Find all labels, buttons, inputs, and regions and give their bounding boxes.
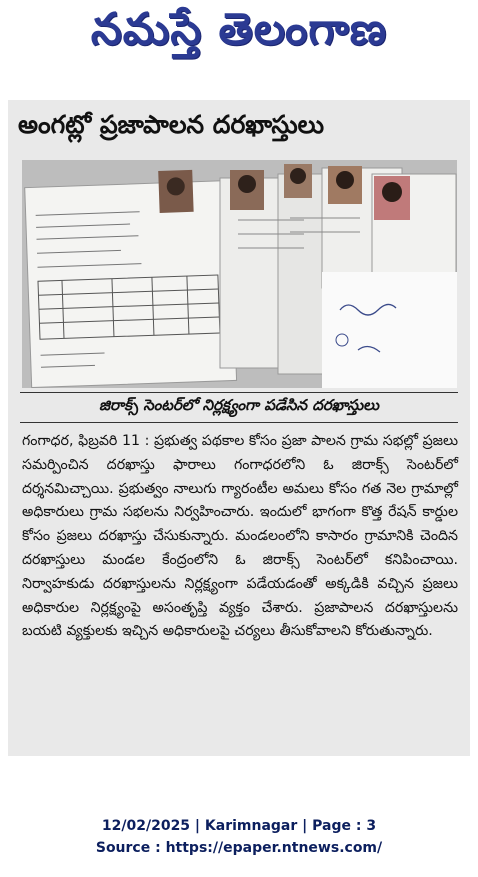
- footer: [0, 815, 478, 859]
- article-headline: అంగట్లో ప్రజాపాలన దరఖాస్తులు: [18, 110, 325, 139]
- article-photo: [22, 160, 457, 388]
- news-clipping: [8, 100, 470, 756]
- masthead: [0, 0, 478, 78]
- caption-top-rule: [20, 392, 458, 393]
- caption-bottom-rule: [20, 422, 458, 423]
- photo-caption: జిరాక్స్ సెంటర్‌లో నిర్లక్ష్యంగా పడేసిన దరఖాస్తులు: [99, 396, 379, 414]
- masthead-title: నమస్తే తెలంగాణ: [90, 4, 388, 55]
- article-body: గంగాధర, ఫిబ్రవరి 11 : ప్రభుత్వ పథకాల కోసం ప్రజా పాలన గ్రామ సభల్లో ప్రజలు సమర్పించిన దరఖాస్తు ఫారాలు గంగాధరలోని ఓ జిరాక్స్ సెంటర్‌లో దర్శనమిచ్చాయి. ప్రభుత్వం నాలుగు గ్యారంటీల అమలు కోసం గత నెల గ్రామాల్లో అధికారులు గ్రామ సభలను నిర్వహించారు. ఇందులో భాగంగా కొత్త రేషన్ కార్డుల కోసం ప్రజలు దరఖాస్తు చేసుకున్నారు. మండలంలోని కాసారం గ్రామానికి చెందిన దరఖాస్తులు మండల కేంద్రంలోని ఓ జిరాక్స్ సెంటర్‌లో కనిపించాయి. నిర్వాహకుడు దరఖాస్తులను నిర్లక్ష్యంగా పడేయడంతో అక్కడికి వచ్చిన ప్రజలు అధికారుల నిర్లక్ష్యంపై అసంతృప్తి వ్యక్తం చేశారు. ప్రజాపాలన దరఖాస్తులను బయటి వ్యక్తులకు ఇచ్చిన అధికారులపై చర్యలు తీసుకోవాలని కోరుతున్నారు.: [22, 433, 458, 640]
- footer-date-edition: 12/02/2025 | Karimnagar | Page : 3: [101, 818, 377, 834]
- application-forms-image: [22, 160, 457, 388]
- footer-source: Source : https://epaper.ntnews.com/: [95, 840, 383, 856]
